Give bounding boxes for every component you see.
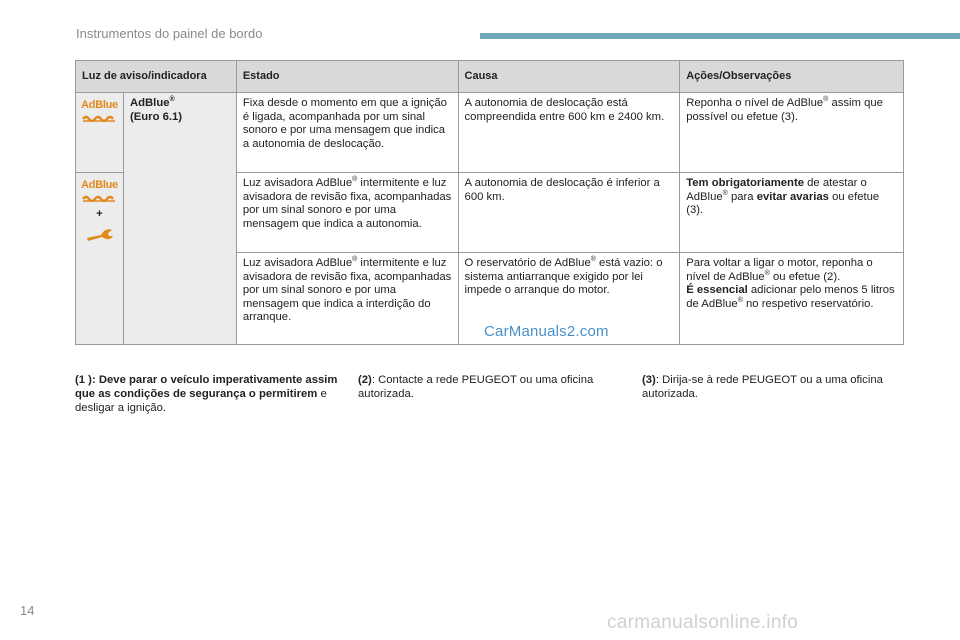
- row1-acoes: Reponha o nível de AdBlue® assim que possível ou efetue (3).: [680, 93, 904, 173]
- icon-cell-2: [76, 173, 124, 345]
- header-causa: Causa: [458, 61, 680, 93]
- footnote-3: (3): Dirija-se à rede PEUGEOT ou a uma oficina autorizada.: [642, 374, 883, 400]
- table-row: [76, 93, 904, 173]
- header-estado: Estado: [236, 61, 458, 93]
- page-number: 14: [20, 603, 35, 618]
- wrench-icon: [84, 227, 114, 243]
- warning-lights-table: [75, 60, 904, 345]
- icon-cell-1: [76, 93, 124, 173]
- row2-acoes: Tem obrigatoriamente de atestar o AdBlue® para evitar avarias ou efetue (3).: [680, 173, 904, 253]
- row1-estado: Fixa desde o momento em que a ignição é ligada, acompanhada por um sinal sonoro e por uma mensagem que indica a autonomia de deslocação.: [236, 93, 458, 173]
- footnote-2: (2): Contacte a rede PEUGEOT ou uma oficina autorizada.: [358, 374, 594, 400]
- row2-estado: Luz avisadora AdBlue® intermitente e luz avisadora de revisão fixa, acompanhadas por um sinal sonoro e por uma mensagem que indica a autonomia.: [236, 173, 458, 253]
- light-sub: (Euro 6.1): [129, 110, 183, 123]
- footnote-1: (1 ): Deve parar o veículo imperativamente assim que as condições de segurança o permitirem e desligar a ignição.: [75, 374, 338, 414]
- header-accent-bar: [480, 33, 960, 39]
- light-name: AdBlue®: [129, 96, 175, 109]
- plus-sign: +: [96, 207, 103, 220]
- table-header-row: [76, 61, 904, 93]
- row3-estado: Luz avisadora AdBlue® intermitente e luz avisadora de revisão fixa, acompanhadas por um sinal sonoro e por uma mensagem que indica a interdição do arranque.: [236, 253, 458, 345]
- header-light: Luz de aviso/indicadora: [76, 61, 237, 93]
- watermark-text: CarManuals2.com: [484, 323, 609, 340]
- row3-causa: O reservatório de AdBlue® está vazio: o sistema antiarranque exigido por lei impede o arranque do motor.: [458, 253, 680, 345]
- light-name-cell: [123, 93, 236, 345]
- page-header-title: Instrumentos do painel de bordo: [76, 26, 263, 41]
- adblue-wave-icon: [82, 114, 116, 122]
- site-watermark: carmanualsonline.info: [607, 612, 799, 633]
- adblue-icon: AdBlue: [81, 179, 118, 191]
- row1-causa: A autonomia de deslocação está compreendida entre 600 km e 2400 km.: [458, 93, 680, 173]
- adblue-wave-icon: [82, 194, 116, 202]
- adblue-icon: AdBlue: [81, 99, 118, 111]
- header-acoes: Ações/Observações: [680, 61, 904, 93]
- row2-causa: A autonomia de deslocação é inferior a 600 km.: [458, 173, 680, 253]
- row3-acoes: Para voltar a ligar o motor, reponha o nível de AdBlue® ou efetue (2). É essencial adicionar pelo menos 5 litros de AdBlue® no respetivo reservatório.: [680, 253, 904, 345]
